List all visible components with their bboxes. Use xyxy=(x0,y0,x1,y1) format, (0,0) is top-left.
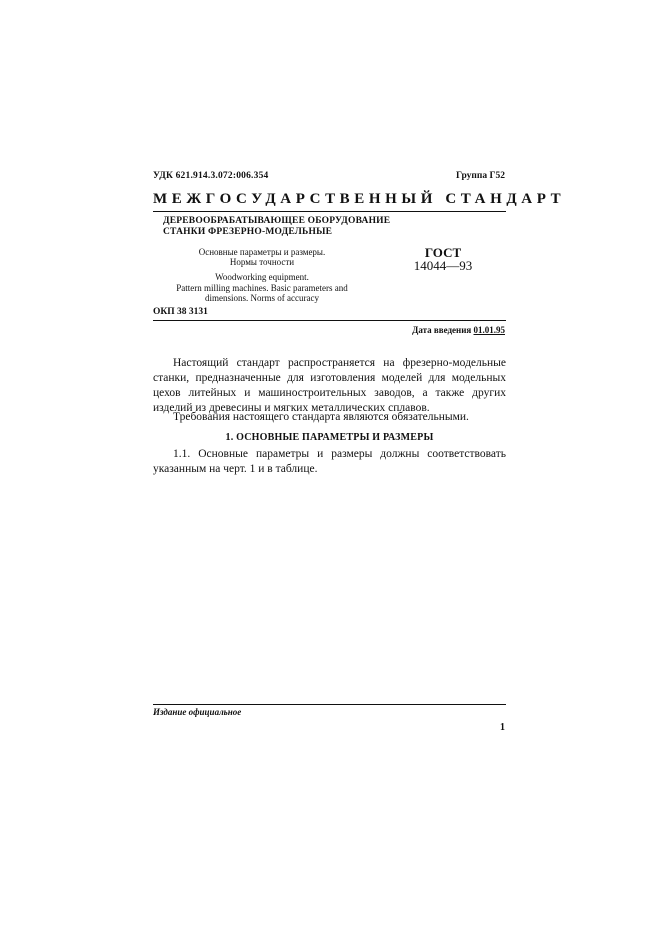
paragraph-1-line-3: цехов литейных и машиностроительных заводов, а также других xyxy=(153,387,506,399)
gost-label: ГОСТ xyxy=(424,245,462,260)
effective-date-value: 01.01.95 xyxy=(473,325,505,335)
okp-code: ОКП 38 3131 xyxy=(153,307,208,317)
paragraph-2: Требования настоящего стандарта являются обязательными. xyxy=(173,411,469,423)
title-en-line1: Woodworking equipment. xyxy=(215,272,309,282)
edition-note: Издание официальное xyxy=(153,707,242,717)
clause-1-1-line-1: 1.1. Основные параметры и размеры должны соответствовать xyxy=(173,448,506,460)
clause-1-1-line-2: указанным на черт. 1 и в таблице. xyxy=(153,463,318,475)
paragraph-1-line-4: изделий из древесины и мягких металлических сплавов. xyxy=(153,402,430,414)
paragraph-1-line-2: станки, предназначенные для изготовления моделей для модельных xyxy=(153,372,506,384)
section-1-heading: 1. ОСНОВНЫЕ ПАРАМЕТРЫ И РАЗМЕРЫ xyxy=(225,432,434,443)
page-number: 1 xyxy=(500,722,505,733)
subtitle-ru-line1: Основные параметры и размеры. xyxy=(198,247,326,257)
title-ru-line2: СТАНКИ ФРЕЗЕРНО-МОДЕЛЬНЫЕ xyxy=(163,227,333,237)
effective-date-label: Дата введения xyxy=(412,325,472,335)
header-rule xyxy=(153,211,506,212)
title-en-line2: Pattern milling machines. Basic parameters and xyxy=(176,283,348,293)
group-code: Группа Г52 xyxy=(456,171,505,181)
standard-type-heading: МЕЖГОСУДАРСТВЕННЫЙ СТАНДАРТ xyxy=(153,191,566,207)
title-block-rule xyxy=(153,320,506,321)
udk-code: УДК 621.914.3.072:006.354 xyxy=(153,171,269,181)
title-en-line3: dimensions. Norms of accuracy xyxy=(205,293,319,303)
subtitle-ru-line2: Нормы точности xyxy=(229,257,295,267)
title-ru-line1: ДЕРЕВООБРАБАТЫВАЮЩЕЕ ОБОРУДОВАНИЕ xyxy=(163,216,391,226)
effective-date xyxy=(412,325,505,335)
footer-rule xyxy=(153,704,506,705)
paragraph-1-line-1: Настоящий стандарт распространяется на фрезерно-модельные xyxy=(173,357,506,369)
gost-number: 14044—93 xyxy=(413,258,473,273)
